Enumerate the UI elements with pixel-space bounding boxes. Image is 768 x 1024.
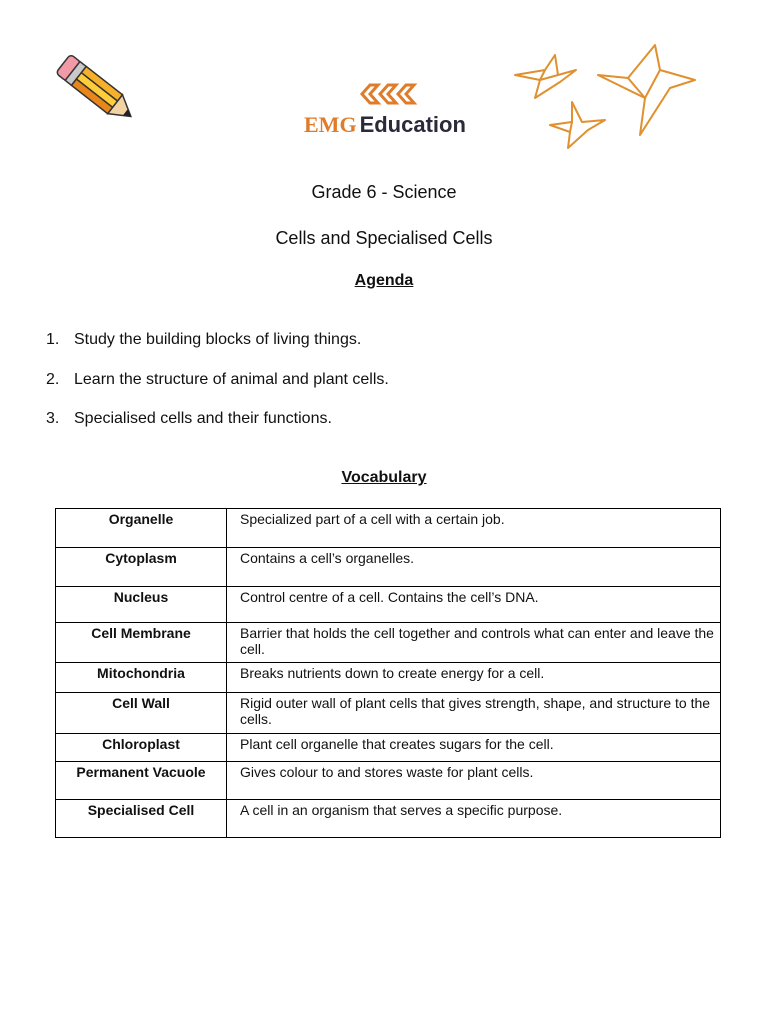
logo-education-text: Education: [359, 112, 466, 137]
term-cell: Organelle: [56, 509, 227, 548]
agenda-item: [46, 371, 389, 411]
definition-cell: Plant cell organelle that creates sugars for the cell.: [227, 734, 721, 762]
agenda-text: Learn the structure of animal and plant cells.: [74, 370, 389, 388]
term-cell: Cell Membrane: [56, 623, 227, 663]
table-row: [56, 509, 721, 548]
logo-mark-icon: [358, 80, 420, 108]
agenda-heading: Agenda: [354, 272, 414, 289]
term-cell: Nucleus: [56, 587, 227, 623]
definition-cell: Breaks nutrients down to create energy for a cell.: [227, 663, 721, 693]
term-cell: Mitochondria: [56, 663, 227, 693]
document-title: Grade 6 - Science: [311, 182, 457, 202]
definition-cell: Specialized part of a cell with a certain job.: [227, 509, 721, 548]
term-cell: Permanent Vacuole: [56, 762, 227, 800]
table-row: [56, 663, 721, 693]
table-row: [56, 734, 721, 762]
document-subtitle: Cells and Specialised Cells: [275, 228, 493, 248]
vocabulary-table: [55, 508, 721, 838]
emg-education-logo: [300, 80, 480, 140]
definition-cell: Barrier that holds the cell together and controls what can enter and leave the cell.: [227, 623, 721, 663]
vocabulary-heading: Vocabulary: [341, 469, 427, 486]
agenda-number: 1.: [46, 331, 60, 348]
agenda-text: Study the building blocks of living things.: [74, 331, 362, 348]
agenda-item: [46, 331, 389, 371]
definition-cell: Gives colour to and stores waste for plant cells.: [227, 762, 721, 800]
definition-cell: Contains a cell’s organelles.: [227, 548, 721, 587]
term-cell: Cell Wall: [56, 693, 227, 734]
table-row: [56, 693, 721, 734]
definition-cell: Control centre of a cell. Contains the cell’s DNA.: [227, 587, 721, 623]
logo-emg-text: EMG: [304, 112, 357, 137]
definition-cell: A cell in an organism that serves a specific purpose.: [227, 800, 721, 838]
table-row: [56, 623, 721, 663]
table-row: [56, 762, 721, 800]
table-row: [56, 587, 721, 623]
agenda-number: 3.: [46, 410, 60, 427]
term-cell: Chloroplast: [56, 734, 227, 762]
definition-cell: Rigid outer wall of plant cells that gives strength, shape, and structure to the cells.: [227, 693, 721, 734]
table-row: [56, 800, 721, 838]
pencil-icon: [44, 50, 144, 128]
term-cell: Cytoplasm: [56, 548, 227, 587]
agenda-list: [46, 331, 389, 450]
table-row: [56, 548, 721, 587]
agenda-number: 2.: [46, 370, 60, 388]
origami-birds-icon: [510, 40, 710, 155]
term-cell: Specialised Cell: [56, 800, 227, 838]
agenda-text: Specialised cells and their functions.: [74, 410, 332, 427]
agenda-item: [46, 410, 389, 450]
